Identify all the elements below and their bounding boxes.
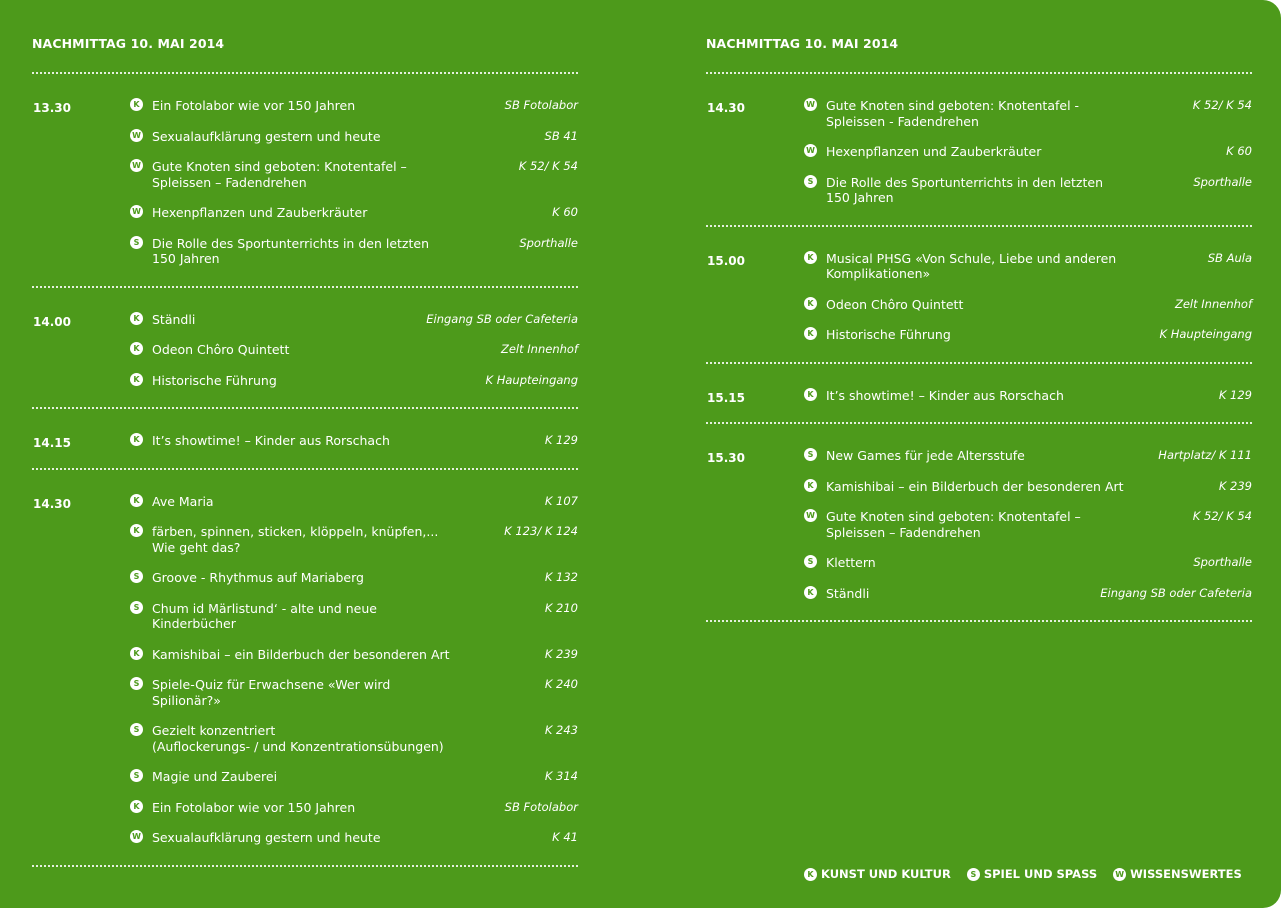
event-room: Sporthalle — [519, 235, 578, 250]
category-badge-icon: K — [804, 868, 817, 881]
event-row — [706, 98, 1252, 129]
time-label: 14.15 — [33, 436, 71, 450]
schedule-blocks — [706, 72, 1252, 622]
event-title: Musical PHSG «Von Schule, Liebe und anderen Komplikationen» — [826, 250, 1117, 281]
event-room: K 52/ K 54 — [1192, 509, 1252, 523]
event-title: Chum id Märlistund‘ - alte und neue Kinderbücher — [152, 600, 377, 631]
event-room: K 52/ K 54 — [518, 159, 578, 173]
category-badge-icon: K — [130, 494, 143, 507]
category-badge-icon: S — [130, 723, 143, 736]
event-title: Die Rolle des Sportunterrichts in den letzten 150 Jahren — [152, 235, 429, 266]
event-room: K Haupteingang — [1159, 327, 1252, 341]
event-title: Spiele-Quiz für Erwachsene «Wer wird Spilionär?» — [152, 677, 391, 708]
event-title: Hexenpflanzen und Zauberkräuter — [826, 144, 1042, 159]
event-row — [706, 448, 1252, 464]
category-badge-icon: W — [804, 509, 817, 522]
event-title: Kamishibai – ein Bilderbuch der besonderen Art — [826, 478, 1124, 494]
event-title: It’s showtime! – Kinder aus Rorschach — [826, 387, 1064, 403]
event-title: Gute Knoten sind geboten: Knotentafel - Spleissen - Fadendrehen — [826, 98, 1080, 129]
category-badge-icon: S — [130, 601, 143, 614]
time-block — [706, 74, 1252, 225]
event-title: Odeon Chôro Quintett — [152, 342, 290, 357]
event-row — [706, 479, 1252, 495]
event-title: Ave Maria — [152, 493, 214, 509]
event-row — [706, 555, 1252, 571]
category-badge-icon: K — [804, 297, 817, 310]
event-room: K 129 — [1218, 387, 1252, 402]
event-room: SB Aula — [1207, 250, 1252, 265]
category-badge-icon: W — [804, 144, 817, 157]
event-row — [706, 175, 1252, 206]
event-title: Gute Knoten sind geboten: Knotentafel – Spleissen – Fadendrehen — [826, 509, 1081, 540]
event-row — [32, 312, 578, 328]
category-badge-icon: S — [130, 236, 143, 249]
category-badge-icon: S — [130, 570, 143, 583]
event-room: K 60 — [552, 205, 578, 219]
category-badge-icon: K — [130, 433, 143, 446]
event-room: K 41 — [552, 830, 578, 844]
category-badge-icon: W — [130, 129, 143, 142]
event-row — [706, 144, 1252, 160]
category-badge-icon: K — [130, 312, 143, 325]
event-row — [706, 327, 1252, 343]
category-badge-icon: K — [130, 647, 143, 660]
event-room: K 240 — [544, 677, 578, 691]
category-badge-icon: K — [804, 586, 817, 599]
event-title: Historische Führung — [826, 327, 951, 342]
category-badge-icon: K — [130, 524, 143, 537]
event-row — [32, 129, 578, 145]
category-badge-icon: K — [130, 800, 143, 813]
event-title: Sexualaufklärung gestern und heute — [152, 830, 381, 845]
event-row — [32, 205, 578, 221]
event-room: SB Fotolabor — [504, 98, 578, 112]
category-badge-icon: K — [804, 251, 817, 264]
event-room: Eingang SB oder Cafeteria — [426, 311, 578, 326]
category-badge-icon: S — [130, 769, 143, 782]
event-row — [32, 677, 578, 708]
event-title: Magie und Zauberei — [152, 769, 278, 784]
event-row — [706, 586, 1252, 602]
category-badge-icon: W — [130, 159, 143, 172]
category-badge-icon: S — [804, 448, 817, 461]
event-row — [32, 159, 578, 190]
dotted-divider — [32, 865, 578, 867]
event-row — [32, 524, 578, 555]
event-room: K 132 — [544, 570, 578, 584]
event-title: New Games für jede Altersstufe — [826, 448, 1025, 463]
event-title: Die Rolle des Sportunterrichts in den letzten 150 Jahren — [826, 174, 1103, 205]
time-label: 14.30 — [707, 101, 745, 115]
time-block — [32, 470, 578, 865]
event-title: Historische Führung — [152, 372, 277, 388]
category-badge-icon: W — [804, 98, 817, 111]
category-legend — [804, 867, 1242, 881]
category-badge-icon: K — [804, 327, 817, 340]
event-room: K 107 — [544, 493, 578, 508]
event-room: K Haupteingang — [485, 372, 578, 387]
event-room: K 60 — [1226, 144, 1252, 158]
event-row — [706, 388, 1252, 404]
time-block — [32, 74, 578, 286]
event-room: K 239 — [1218, 478, 1252, 493]
legend-label: WISSENSWERTES — [1130, 867, 1242, 881]
event-title: It’s showtime! – Kinder aus Rorschach — [152, 433, 390, 448]
event-row — [32, 236, 578, 267]
category-badge-icon: K — [130, 98, 143, 111]
event-title: Hexenpflanzen und Zauberkräuter — [152, 205, 368, 220]
event-row — [32, 98, 578, 114]
column-title: NACHMITTAG 10. MAI 2014 — [706, 36, 899, 51]
time-block — [706, 424, 1252, 620]
event-room: K 243 — [544, 723, 578, 737]
event-title: Ständli — [152, 311, 196, 327]
event-room: Zelt Innenhof — [500, 342, 578, 356]
event-row — [32, 723, 578, 754]
event-room: SB 41 — [544, 128, 578, 143]
event-room: K 123/ K 124 — [504, 524, 578, 538]
time-label: 14.00 — [33, 314, 71, 329]
legend-item — [804, 867, 951, 881]
category-badge-icon: K — [804, 388, 817, 401]
event-row — [706, 509, 1252, 540]
time-block — [706, 227, 1252, 362]
event-room: Sporthalle — [1193, 174, 1252, 189]
category-badge-icon: W — [130, 830, 143, 843]
event-title: färben, spinnen, sticken, klöppeln, knüpfen,... Wie geht das? — [152, 524, 439, 555]
event-row — [32, 570, 578, 586]
time-label: 15.15 — [707, 390, 745, 405]
event-row — [32, 494, 578, 510]
event-row — [706, 251, 1252, 282]
event-room: Sporthalle — [1193, 555, 1252, 569]
event-room: K 52/ K 54 — [1192, 98, 1252, 112]
category-badge-icon: W — [1113, 868, 1126, 881]
column-title: NACHMITTAG 10. MAI 2014 — [32, 36, 225, 51]
category-badge-icon: S — [804, 175, 817, 188]
time-label: 13.30 — [33, 101, 71, 115]
time-block — [32, 288, 578, 408]
event-title: Klettern — [826, 555, 876, 570]
event-row — [32, 769, 578, 785]
legend-item — [967, 867, 1097, 881]
category-badge-icon: S — [130, 677, 143, 690]
event-row — [706, 297, 1252, 313]
event-room: Eingang SB oder Cafeteria — [1100, 585, 1252, 600]
event-title: Ein Fotolabor wie vor 150 Jahren — [152, 799, 356, 815]
event-room: Zelt Innenhof — [1174, 296, 1252, 311]
event-room: K 239 — [544, 646, 578, 661]
dotted-divider — [706, 620, 1252, 622]
event-room: SB Fotolabor — [504, 799, 578, 814]
legend-label: KUNST UND KULTUR — [821, 867, 951, 881]
category-badge-icon: K — [130, 342, 143, 355]
time-label: 15.30 — [707, 451, 745, 465]
event-room: K 210 — [544, 600, 578, 615]
event-row — [32, 800, 578, 816]
event-title: Odeon Chôro Quintett — [826, 296, 964, 312]
category-badge-icon: K — [130, 373, 143, 386]
event-title: Ständli — [826, 585, 870, 601]
time-block — [706, 364, 1252, 423]
time-label: 14.30 — [33, 496, 71, 511]
legend-item — [1113, 867, 1242, 881]
event-title: Groove - Rhythmus auf Mariaberg — [152, 570, 364, 585]
event-title: Ein Fotolabor wie vor 150 Jahren — [152, 98, 356, 113]
event-row — [32, 433, 578, 449]
category-badge-icon: K — [804, 479, 817, 492]
event-room: K 314 — [544, 769, 578, 783]
legend-label: SPIEL UND SPASS — [983, 867, 1098, 881]
event-title: Gezielt konzentriert (Auflockerungs- / und Konzentrationsübungen) — [152, 723, 444, 754]
event-title: Kamishibai – ein Bilderbuch der besonderen Art — [152, 646, 450, 662]
event-row — [32, 342, 578, 358]
category-badge-icon: W — [130, 205, 143, 218]
category-badge-icon: S — [804, 555, 817, 568]
time-block — [32, 409, 578, 468]
event-row — [32, 647, 578, 663]
time-label: 15.00 — [707, 253, 745, 268]
event-row — [32, 373, 578, 389]
event-title: Sexualaufklärung gestern und heute — [152, 128, 381, 144]
event-title: Gute Knoten sind geboten: Knotentafel – Spleissen – Fadendrehen — [152, 159, 407, 190]
schedule-blocks — [32, 72, 578, 867]
event-row — [32, 601, 578, 632]
event-row — [32, 830, 578, 846]
event-room: K 129 — [544, 433, 578, 447]
event-room: Hartplatz/ K 111 — [1158, 448, 1252, 462]
category-badge-icon: S — [967, 868, 980, 881]
